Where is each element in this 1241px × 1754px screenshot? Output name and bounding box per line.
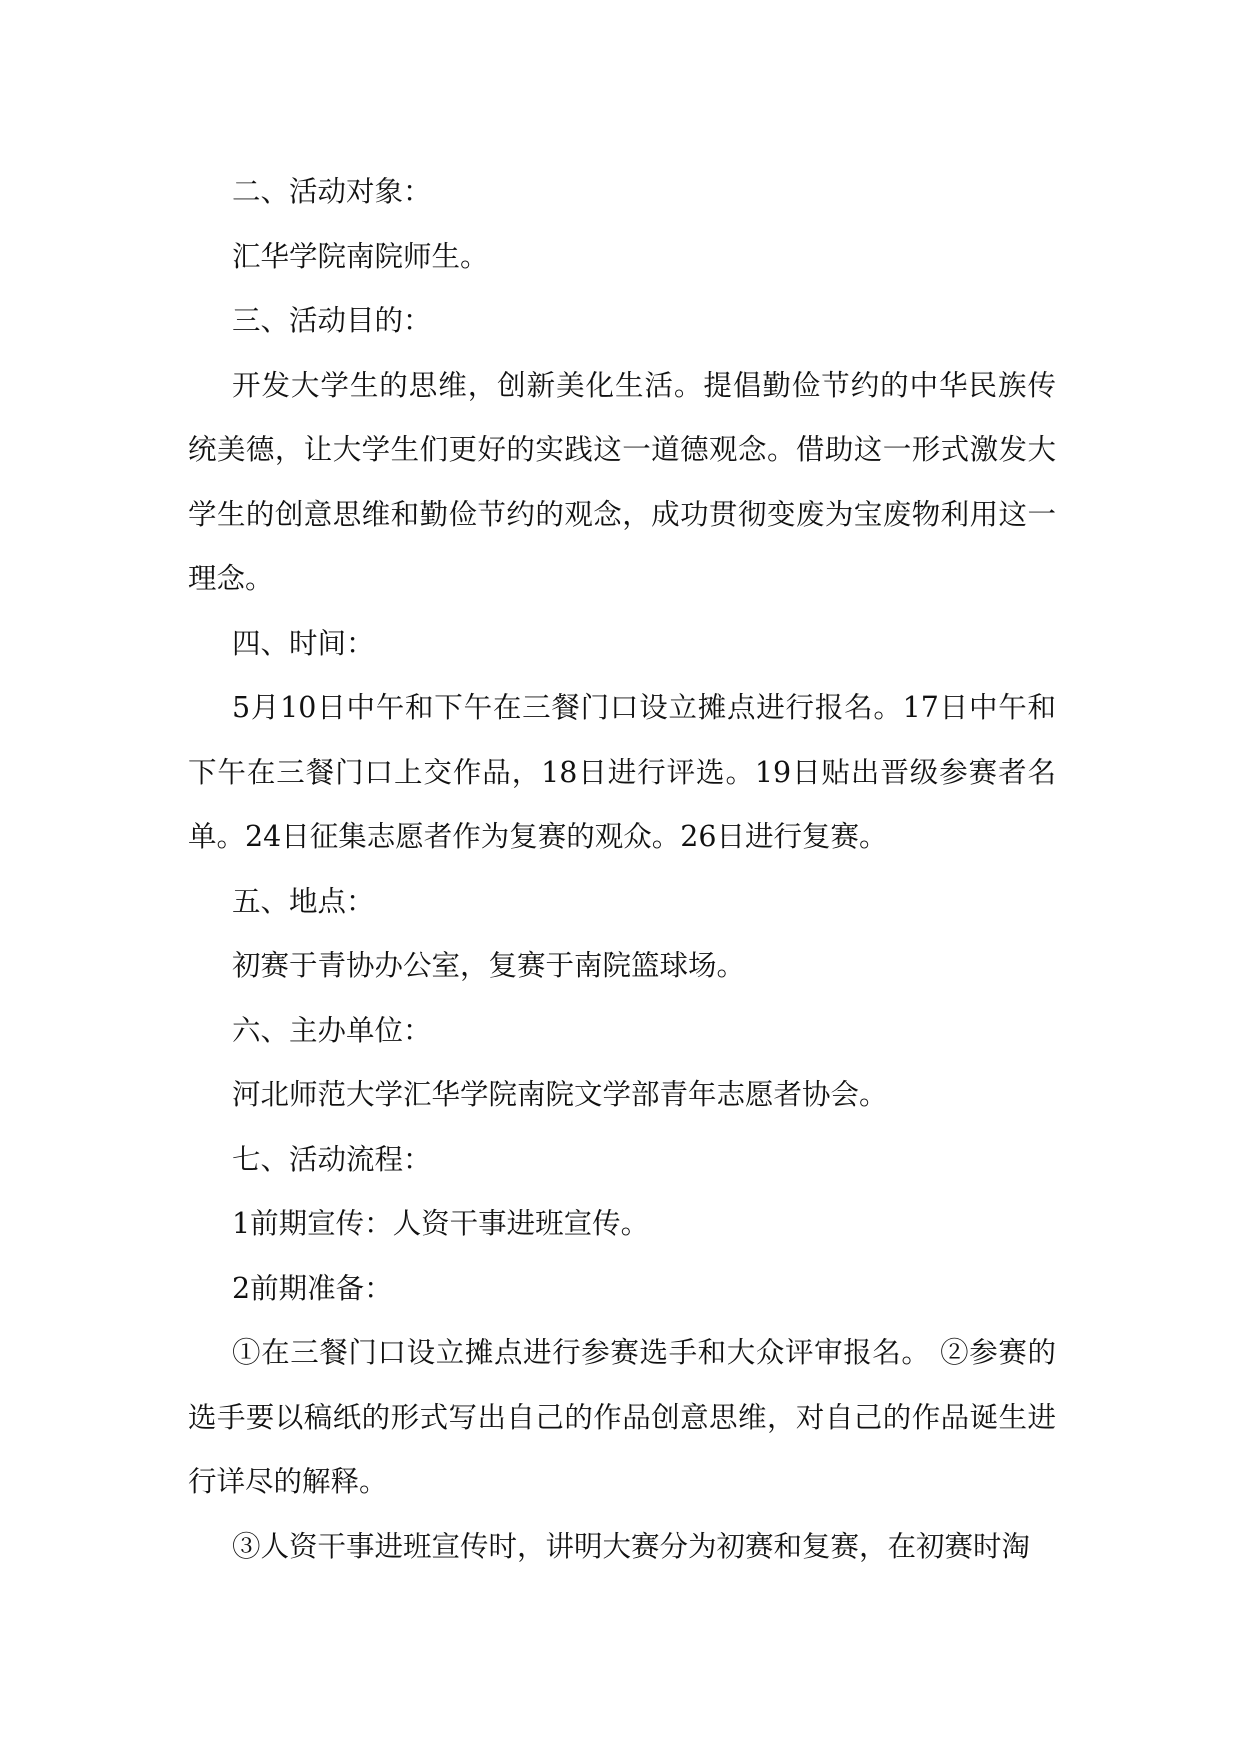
section-heading-process: 七、活动流程： <box>232 1142 432 1176</box>
paragraph-organizer: 河北师范大学汇华学院南院文学部青年志愿者协会。 <box>232 1078 888 1111</box>
paragraph-time: 5月10日中午和下午在三餐门口设立摊点进行报名。17日中午和下午在三餐门口上交作品，18日进行评选。19日贴出晋级参赛者名单。24日征集志愿者作为复赛的观众。26日进行复赛。 <box>188 691 1056 853</box>
paragraph-location: 初赛于青协办公室，复赛于南院篮球场。 <box>232 949 746 982</box>
section-heading-target-audience: 二、活动对象： <box>232 175 432 208</box>
section-heading-time: 四、时间： <box>232 626 375 660</box>
document-body <box>188 160 1056 1579</box>
section-heading-location: 五、地点： <box>232 884 375 918</box>
section-heading-purpose: 三、活动目的： <box>232 304 432 337</box>
process-item-preparation: 2前期准备： <box>232 1271 393 1305</box>
paragraph-target-audience: 汇华学院南院师生。 <box>232 239 489 273</box>
preparation-detail-registration: ①在三餐门口设立摊点进行参赛选手和大众评审报名。 ②参赛的选手要以稿纸的形式写出自己的作品创意思维，对自己的作品诞生进行详尽的解释。 <box>188 1336 1056 1498</box>
preparation-detail-class-publicity: ③人资干事进班宣传时，讲明大赛分为初赛和复赛，在初赛时淘 <box>232 1529 1031 1563</box>
section-heading-organizer: 六、主办单位： <box>232 1013 432 1047</box>
process-item-publicity: 1前期宣传：人资干事进班宣传。 <box>232 1207 650 1240</box>
paragraph-purpose: 开发大学生的思维，创新美化生活。提倡勤俭节约的中华民族传统美德，让大学生们更好的实践这一道德观念。借助这一形式激发大学生的创意思维和勤俭节约的观念，成功贯彻变废为宝废物利用这一理念。 <box>188 368 1056 595</box>
